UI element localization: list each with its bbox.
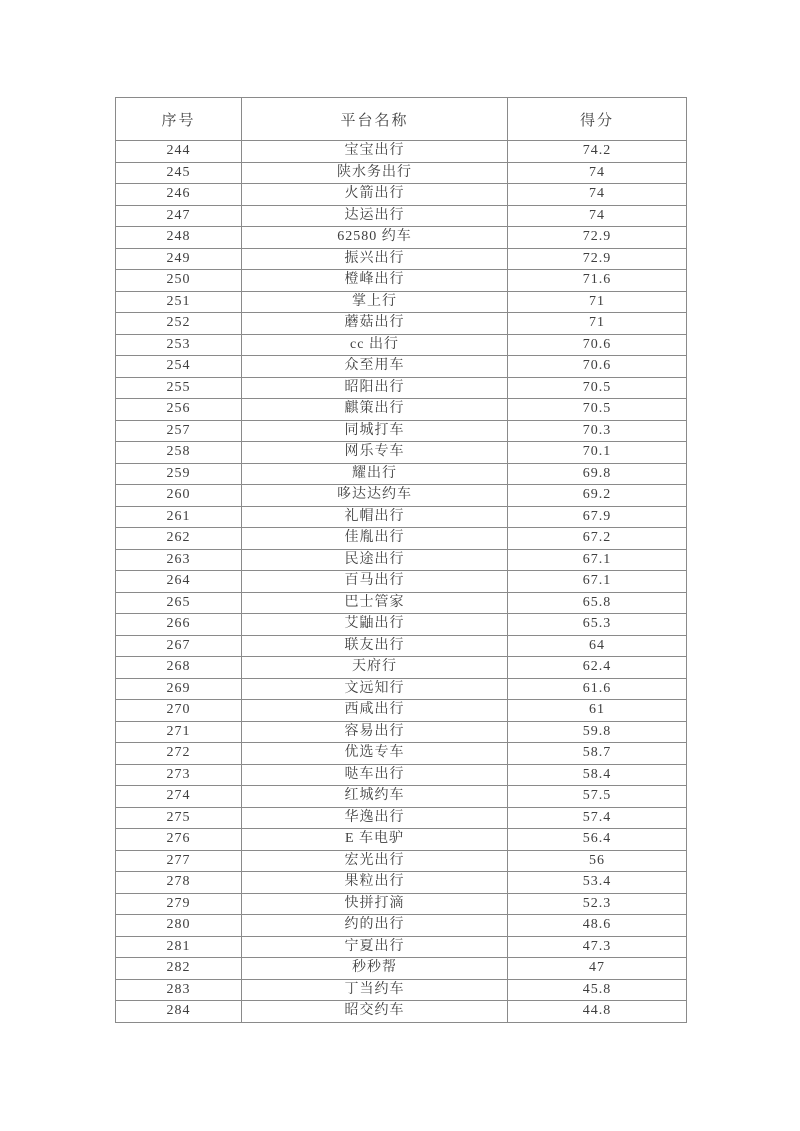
serial-number-cell: 279 bbox=[116, 893, 242, 915]
platform-name-cell: 宏光出行 bbox=[242, 850, 508, 872]
serial-number-cell: 283 bbox=[116, 979, 242, 1001]
table-row bbox=[116, 506, 687, 528]
score-cell: 59.8 bbox=[508, 721, 687, 743]
serial-number-cell: 265 bbox=[116, 592, 242, 614]
table-row bbox=[116, 786, 687, 808]
platform-name-cell: 昭交约车 bbox=[242, 1001, 508, 1023]
table-row bbox=[116, 313, 687, 335]
platform-name-cell: 网乐专车 bbox=[242, 442, 508, 464]
serial-number-cell: 249 bbox=[116, 248, 242, 270]
table-row bbox=[116, 678, 687, 700]
serial-number-cell: 280 bbox=[116, 915, 242, 937]
platform-name-cell: 红城约车 bbox=[242, 786, 508, 808]
table-row bbox=[116, 872, 687, 894]
platform-name-cell: 华逸出行 bbox=[242, 807, 508, 829]
column-header-score: 得分 bbox=[508, 98, 687, 141]
score-cell: 74 bbox=[508, 205, 687, 227]
serial-number-cell: 255 bbox=[116, 377, 242, 399]
column-header-platform-name: 平台名称 bbox=[242, 98, 508, 141]
table-row bbox=[116, 549, 687, 571]
serial-number-cell: 266 bbox=[116, 614, 242, 636]
platform-name-cell: 天府行 bbox=[242, 657, 508, 679]
platform-name-cell: 众至用车 bbox=[242, 356, 508, 378]
serial-number-cell: 250 bbox=[116, 270, 242, 292]
score-cell: 44.8 bbox=[508, 1001, 687, 1023]
table-row bbox=[116, 528, 687, 550]
serial-number-cell: 277 bbox=[116, 850, 242, 872]
platform-name-cell: 礼帽出行 bbox=[242, 506, 508, 528]
table-row bbox=[116, 592, 687, 614]
platform-name-cell: 耀出行 bbox=[242, 463, 508, 485]
platform-name-cell: 容易出行 bbox=[242, 721, 508, 743]
serial-number-cell: 247 bbox=[116, 205, 242, 227]
table-row bbox=[116, 614, 687, 636]
serial-number-cell: 262 bbox=[116, 528, 242, 550]
platform-name-cell: 蘑菇出行 bbox=[242, 313, 508, 335]
table-row bbox=[116, 270, 687, 292]
score-cell: 57.4 bbox=[508, 807, 687, 829]
table-header-row bbox=[116, 98, 687, 141]
score-cell: 71.6 bbox=[508, 270, 687, 292]
platform-name-cell: 宁夏出行 bbox=[242, 936, 508, 958]
platform-name-cell: 优选专车 bbox=[242, 743, 508, 765]
serial-number-cell: 253 bbox=[116, 334, 242, 356]
table-row bbox=[116, 291, 687, 313]
serial-number-cell: 245 bbox=[116, 162, 242, 184]
score-cell: 48.6 bbox=[508, 915, 687, 937]
platform-name-cell: 文远知行 bbox=[242, 678, 508, 700]
serial-number-cell: 271 bbox=[116, 721, 242, 743]
serial-number-cell: 259 bbox=[116, 463, 242, 485]
serial-number-cell: 284 bbox=[116, 1001, 242, 1023]
table-row bbox=[116, 721, 687, 743]
platform-name-cell: 62580 约车 bbox=[242, 227, 508, 249]
score-cell: 53.4 bbox=[508, 872, 687, 894]
table-row bbox=[116, 936, 687, 958]
serial-number-cell: 267 bbox=[116, 635, 242, 657]
score-cell: 64 bbox=[508, 635, 687, 657]
score-cell: 74.2 bbox=[508, 141, 687, 163]
score-cell: 69.2 bbox=[508, 485, 687, 507]
table-row bbox=[116, 958, 687, 980]
serial-number-cell: 269 bbox=[116, 678, 242, 700]
table-row bbox=[116, 205, 687, 227]
score-cell: 71 bbox=[508, 291, 687, 313]
platform-name-cell: 联友出行 bbox=[242, 635, 508, 657]
score-cell: 72.9 bbox=[508, 227, 687, 249]
serial-number-cell: 244 bbox=[116, 141, 242, 163]
serial-number-cell: 263 bbox=[116, 549, 242, 571]
serial-number-cell: 272 bbox=[116, 743, 242, 765]
platform-name-cell: 约的出行 bbox=[242, 915, 508, 937]
platform-name-cell: 巴士管家 bbox=[242, 592, 508, 614]
table-row bbox=[116, 377, 687, 399]
table-row bbox=[116, 162, 687, 184]
score-cell: 74 bbox=[508, 162, 687, 184]
serial-number-cell: 258 bbox=[116, 442, 242, 464]
serial-number-cell: 275 bbox=[116, 807, 242, 829]
score-cell: 52.3 bbox=[508, 893, 687, 915]
table-row bbox=[116, 915, 687, 937]
table-row bbox=[116, 764, 687, 786]
score-cell: 45.8 bbox=[508, 979, 687, 1001]
platform-name-cell: 果粒出行 bbox=[242, 872, 508, 894]
platform-name-cell: 麒策出行 bbox=[242, 399, 508, 421]
table-row bbox=[116, 829, 687, 851]
platform-name-cell: 陕水务出行 bbox=[242, 162, 508, 184]
platform-name-cell: 西咸出行 bbox=[242, 700, 508, 722]
score-cell: 70.6 bbox=[508, 334, 687, 356]
serial-number-cell: 256 bbox=[116, 399, 242, 421]
table-row bbox=[116, 184, 687, 206]
table-row bbox=[116, 399, 687, 421]
score-cell: 67.1 bbox=[508, 571, 687, 593]
platform-name-cell: 艾鼬出行 bbox=[242, 614, 508, 636]
table-row bbox=[116, 141, 687, 163]
score-cell: 61.6 bbox=[508, 678, 687, 700]
platform-name-cell: 民途出行 bbox=[242, 549, 508, 571]
platform-name-cell: cc 出行 bbox=[242, 334, 508, 356]
serial-number-cell: 264 bbox=[116, 571, 242, 593]
table-row bbox=[116, 635, 687, 657]
table-row bbox=[116, 420, 687, 442]
serial-number-cell: 268 bbox=[116, 657, 242, 679]
platform-name-cell: 佳胤出行 bbox=[242, 528, 508, 550]
score-cell: 65.3 bbox=[508, 614, 687, 636]
table-row bbox=[116, 334, 687, 356]
score-cell: 67.2 bbox=[508, 528, 687, 550]
platform-score-table bbox=[115, 97, 687, 1023]
score-cell: 70.1 bbox=[508, 442, 687, 464]
serial-number-cell: 274 bbox=[116, 786, 242, 808]
platform-name-cell: 昭阳出行 bbox=[242, 377, 508, 399]
table-row bbox=[116, 657, 687, 679]
serial-number-cell: 273 bbox=[116, 764, 242, 786]
serial-number-cell: 270 bbox=[116, 700, 242, 722]
platform-name-cell: E 车电驴 bbox=[242, 829, 508, 851]
table-row bbox=[116, 807, 687, 829]
score-cell: 47.3 bbox=[508, 936, 687, 958]
score-cell: 72.9 bbox=[508, 248, 687, 270]
table-row bbox=[116, 700, 687, 722]
table-row bbox=[116, 850, 687, 872]
serial-number-cell: 257 bbox=[116, 420, 242, 442]
serial-number-cell: 281 bbox=[116, 936, 242, 958]
serial-number-cell: 278 bbox=[116, 872, 242, 894]
table-row bbox=[116, 227, 687, 249]
score-cell: 56 bbox=[508, 850, 687, 872]
score-cell: 70.6 bbox=[508, 356, 687, 378]
platform-name-cell: 秒秒帮 bbox=[242, 958, 508, 980]
table-row bbox=[116, 248, 687, 270]
table-row bbox=[116, 356, 687, 378]
table-row bbox=[116, 571, 687, 593]
table-row bbox=[116, 485, 687, 507]
serial-number-cell: 261 bbox=[116, 506, 242, 528]
platform-name-cell: 达运出行 bbox=[242, 205, 508, 227]
table-row bbox=[116, 979, 687, 1001]
score-cell: 65.8 bbox=[508, 592, 687, 614]
serial-number-cell: 246 bbox=[116, 184, 242, 206]
platform-name-cell: 橙峰出行 bbox=[242, 270, 508, 292]
score-cell: 58.7 bbox=[508, 743, 687, 765]
table-body bbox=[116, 141, 687, 1023]
serial-number-cell: 276 bbox=[116, 829, 242, 851]
score-cell: 67.9 bbox=[508, 506, 687, 528]
score-cell: 47 bbox=[508, 958, 687, 980]
platform-name-cell: 宝宝出行 bbox=[242, 141, 508, 163]
score-cell: 58.4 bbox=[508, 764, 687, 786]
table-row bbox=[116, 463, 687, 485]
score-cell: 71 bbox=[508, 313, 687, 335]
score-cell: 70.3 bbox=[508, 420, 687, 442]
platform-name-cell: 哒车出行 bbox=[242, 764, 508, 786]
column-header-serial-number: 序号 bbox=[116, 98, 242, 141]
serial-number-cell: 251 bbox=[116, 291, 242, 313]
score-cell: 61 bbox=[508, 700, 687, 722]
table-header bbox=[116, 98, 687, 141]
score-cell: 57.5 bbox=[508, 786, 687, 808]
serial-number-cell: 252 bbox=[116, 313, 242, 335]
serial-number-cell: 260 bbox=[116, 485, 242, 507]
score-cell: 70.5 bbox=[508, 399, 687, 421]
table-row bbox=[116, 743, 687, 765]
table-row bbox=[116, 893, 687, 915]
serial-number-cell: 248 bbox=[116, 227, 242, 249]
table-row bbox=[116, 1001, 687, 1023]
platform-name-cell: 掌上行 bbox=[242, 291, 508, 313]
platform-name-cell: 振兴出行 bbox=[242, 248, 508, 270]
serial-number-cell: 282 bbox=[116, 958, 242, 980]
platform-name-cell: 火箭出行 bbox=[242, 184, 508, 206]
serial-number-cell: 254 bbox=[116, 356, 242, 378]
score-cell: 69.8 bbox=[508, 463, 687, 485]
score-cell: 70.5 bbox=[508, 377, 687, 399]
score-cell: 67.1 bbox=[508, 549, 687, 571]
platform-name-cell: 同城打车 bbox=[242, 420, 508, 442]
platform-name-cell: 快拼打滴 bbox=[242, 893, 508, 915]
platform-name-cell: 哆达达约车 bbox=[242, 485, 508, 507]
score-cell: 74 bbox=[508, 184, 687, 206]
score-cell: 56.4 bbox=[508, 829, 687, 851]
score-cell: 62.4 bbox=[508, 657, 687, 679]
table-row bbox=[116, 442, 687, 464]
platform-name-cell: 百马出行 bbox=[242, 571, 508, 593]
platform-name-cell: 丁当约车 bbox=[242, 979, 508, 1001]
